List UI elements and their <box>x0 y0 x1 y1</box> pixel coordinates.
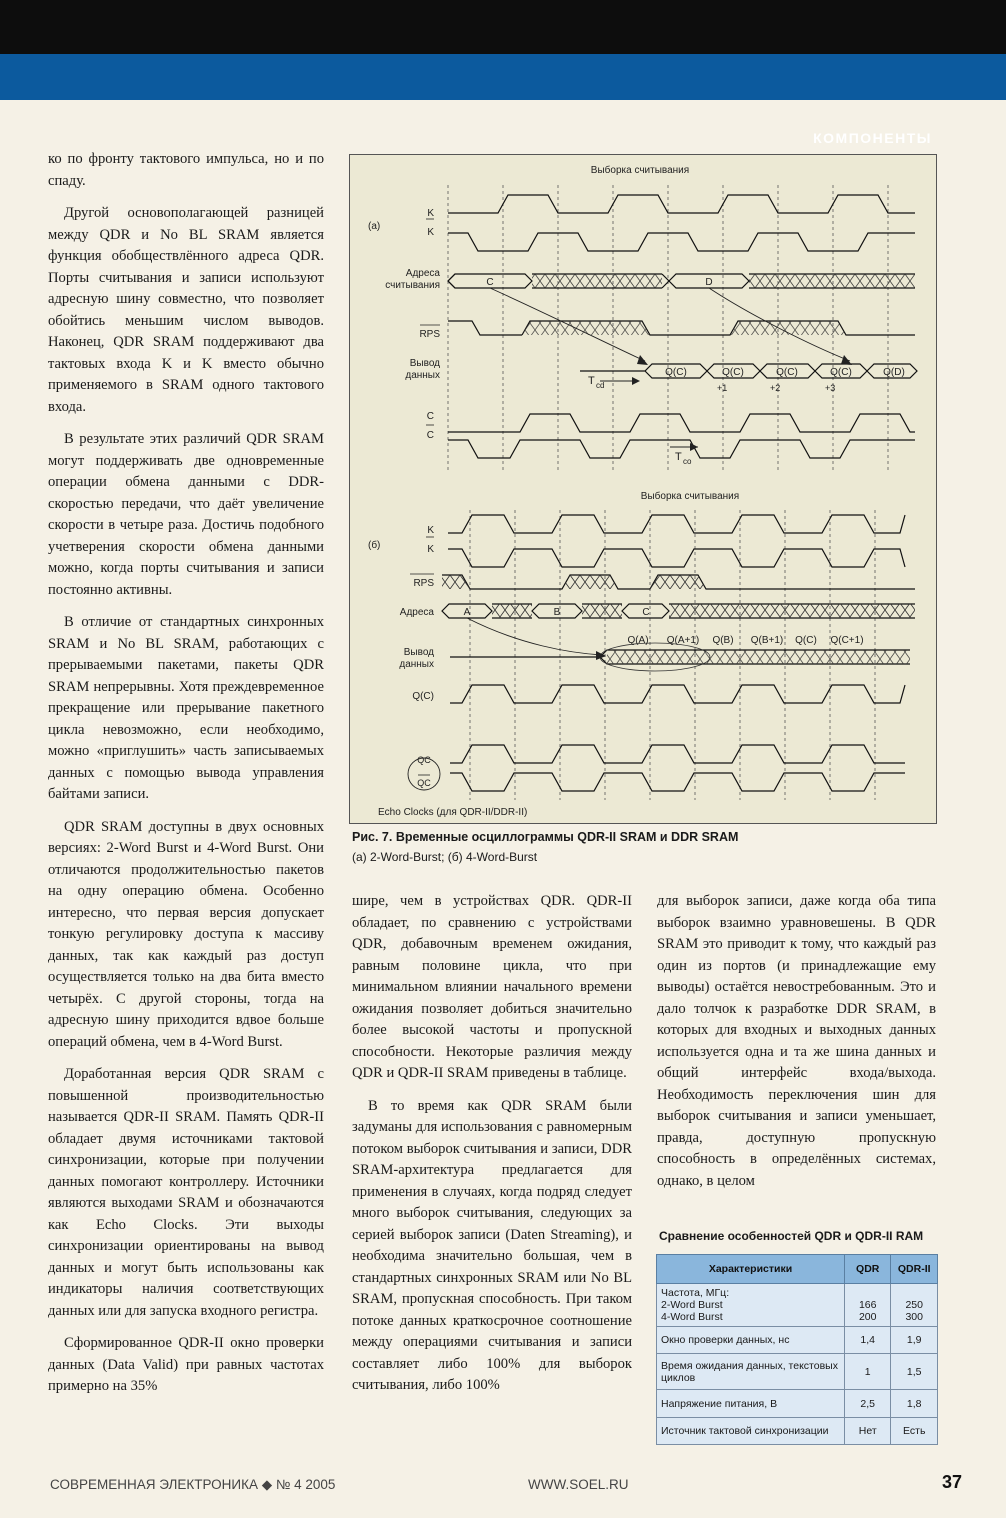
echo-qcbar-label: QC <box>417 778 431 788</box>
signal-kbar-label: K <box>427 227 434 238</box>
echo-clocks-note: Echo Clocks (для QDR-II/DDR-II) <box>378 807 528 818</box>
out-qb1: Q(B+1) <box>750 635 784 646</box>
rps-signal <box>448 321 522 335</box>
out-q4: Q(C) <box>830 367 852 378</box>
fig-b-tag: (б) <box>368 540 381 551</box>
signal-cbar-label: C <box>426 430 434 441</box>
section-title: КОМПОНЕНТЫ <box>813 130 932 146</box>
echo-qc-wave <box>450 745 905 763</box>
cell-value: 1,4 <box>845 1327 891 1354</box>
paragraph: ко по фронту тактового импульса, но и по спаду. <box>48 151 324 189</box>
out-qc1: Q(C+1) <box>830 635 864 646</box>
signal-c-label: C <box>426 411 434 422</box>
out-plus2: +2 <box>770 383 781 393</box>
addr-b-label-b: B <box>553 607 561 618</box>
addr-c-label-b: C <box>642 607 650 618</box>
out-q1: Q(C) <box>665 367 687 378</box>
fig-b-title: Выборка считывания <box>640 491 740 502</box>
paragraph: В отличие от стандартных синхронных SRAM и No BL SRAM, работающих с прерываемыми пакетами, пакеты QDR SRAM непрерывны. Хотя преждевременное прекращение или прерывание пакетного цикла невозможно, если необходимо, можно «приглушить» часть записываемых данных с помощью вывода управления байтами записи. <box>48 614 324 802</box>
signal-out-label-2: данных <box>405 370 440 381</box>
fig-a-tag: (a) <box>368 221 381 232</box>
table-title: Сравнение особенностей QDR и QDR-II RAM <box>659 1229 924 1243</box>
cell-label: Окно проверки данных, нс <box>657 1327 845 1354</box>
col-header-qdrii: QDR-II <box>891 1255 938 1284</box>
out-q2: Q(C) <box>722 367 744 378</box>
cell-label: 4-Word Burst <box>661 1311 723 1323</box>
out-qa: Q(A) <box>627 635 649 646</box>
cell-label: 2-Word Burst <box>661 1299 723 1311</box>
paragraph: В то время как QDR SRAM были задуманы для использования с равномерным потоком выборок считывания и записи, DDR SRAM-архитектура предлагается для применения в случаях, когда подряд следует много выборок считывания, следующих за серией выборок записи (Daten Streaming), и необходима значительно большая, чем в стандартных синхронных SRAM или No BL SRAM, пропускная способность. При таком потоке данных краткосрочное соотношение между операциями считывания и записи составляет либо 100% для выборок считывания, либо 100% <box>352 1097 632 1393</box>
signal-out-label-b2: данных <box>399 659 434 670</box>
addr-d-label: D <box>705 277 713 288</box>
tcd-sub: cd <box>596 381 605 390</box>
table-row <box>657 1327 938 1354</box>
signal-k-label: K <box>427 208 434 219</box>
out-plus1: +1 <box>717 383 728 393</box>
qc-signal <box>450 685 905 703</box>
text-column-2 <box>352 891 632 1408</box>
table-row <box>657 1354 938 1390</box>
paragraph: шире, чем в устройствах QDR. QDR-II обладает, по сравнению с устройствами QDR, добавочным временем ожидания, равным половине цикла, что при минимальном влиянии начального времени ожидания позволяет добиться значительно более высокой частоты и пропускной способности. Некоторые различия между QDR и QDR-II SRAM приведены в таблице. <box>352 893 632 1081</box>
footer-journal: СОВРЕМЕННАЯ ЭЛЕКТРОНИКА ◆ № 4 2005 <box>50 1477 336 1492</box>
tco-label: T <box>675 451 682 463</box>
page-number: 37 <box>941 1472 962 1492</box>
k-clock-wave-b <box>448 515 905 533</box>
out-plus3: +3 <box>825 383 836 393</box>
out-qb: Q(B) <box>712 635 734 646</box>
cell-value: 1,8 <box>891 1390 938 1418</box>
signal-addr-label-1: Адреса <box>405 268 440 279</box>
out-qa1: Q(A+1) <box>666 635 700 646</box>
paragraph: Доработанная версия QDR SRAM с повышенной производительностью называется QDR-II SRAM. Память QDR-II обладает двумя источниками тактовой синхронизации, которые при получении данных помогают контроллеру. Источники являются выходами SRAM и обозначаются как Echo Clocks. Эти выходы синхронизации ориентированы на вывод данных и могут быть использованы как индикаторы наличия соответствующих данных или для запуска входного регистра. <box>48 1066 324 1319</box>
signal-kbar-label-b: K <box>427 544 434 555</box>
signal-addr-label-2: считывания <box>385 280 440 291</box>
data-output-bus <box>580 364 707 378</box>
signal-out-label-1: Вывод <box>409 358 440 369</box>
cell-value: Нет <box>845 1418 891 1445</box>
cell-label: Напряжение питания, В <box>657 1390 845 1418</box>
out-q5: Q(D) <box>883 367 905 378</box>
paragraph: QDR SRAM доступны в двух основных версиях: 2-Word Burst и 4-Word Burst. Они отличаются продолжительностью пакетов на одну операцию обмена. Особенно интересно, что первая версия допускает тонкую регулировку доступа к массиву данных, так как каждый раз доступ осуществляется только на два бита вместо четырёх. С другой стороны, тогда на адресную шину приходится вдвое больше операций обмена, чем в 4-Word Burst. <box>48 818 324 1050</box>
comparison-table <box>656 1254 938 1445</box>
table-row <box>657 1418 938 1445</box>
paragraph: В результате этих различий QDR SRAM могут поддерживать две одновременные операции обмена данными с DDR-скоростью передачи, что даёт увеличение скорости в четыре раза. Достичь подобного учетверения скорости обмена данными можно, когда порты считывания и записи постоянно активны. <box>48 431 324 598</box>
cell-value: Есть <box>891 1418 938 1445</box>
tco-sub: co <box>683 457 692 466</box>
signal-addr-label-b: Адреса <box>399 607 434 618</box>
figure-caption-sub: (a) 2-Word-Burst; (б) 4-Word-Burst <box>352 850 538 864</box>
cell-label: Источник тактовой синхронизации <box>657 1418 845 1445</box>
addr-a-label-b: A <box>463 607 471 618</box>
cell-value: 2,5 <box>845 1390 891 1418</box>
cell-value: 1 <box>845 1354 891 1390</box>
out-q3: Q(C) <box>776 367 798 378</box>
out-qc: Q(C) <box>795 635 817 646</box>
text-column-1 <box>48 149 324 1409</box>
table-header-row <box>657 1255 938 1284</box>
cell-value: 300 <box>905 1311 923 1323</box>
kbar-clock-wave-b <box>448 549 905 567</box>
figure-caption-title: Рис. 7. Временные осциллограммы QDR-II SRAM и DDR SRAM <box>352 830 739 844</box>
paragraph: Другой основополагающей разницей между QDR и No BL SRAM является функция обобществлённого адреса QDR. Порты считывания и записи используют адресную шину совместно, что позволяет обойтись меньшим числом выводов. Наконец, QDR SRAM поддерживают два тактовых входа K и K вместо обычно применяемого в SRAM одного тактового входа. <box>48 205 324 415</box>
signal-rps-label: RPS <box>419 329 440 340</box>
cell-value: 166 <box>858 1299 877 1311</box>
col-header-qdr: QDR <box>845 1255 891 1284</box>
figure-caption <box>352 830 934 864</box>
addr-c-label: C <box>486 277 494 288</box>
cell-value: 1,5 <box>891 1354 938 1390</box>
table-row <box>657 1284 938 1327</box>
kbar-clock-wave <box>448 233 915 251</box>
paragraph: Сформированное QDR-II окно проверки данных (Data Valid) при равных частотах примерно на 35% <box>48 1335 324 1394</box>
col-header-feature: Характеристики <box>657 1255 845 1284</box>
table-row <box>657 1390 938 1418</box>
signal-k-label-b: K <box>427 525 434 536</box>
cell-value: 250 <box>905 1299 923 1311</box>
c-clock-wave <box>448 414 915 432</box>
header-band <box>0 54 1006 146</box>
footer-website: WWW.SOEL.RU <box>528 1477 629 1492</box>
echo-qc-label: QC <box>417 755 431 765</box>
cell-label: Время ожидания данных, текстовых циклов <box>657 1354 845 1390</box>
text-column-3 <box>657 891 936 1203</box>
signal-qc-label: Q(C) <box>412 691 434 702</box>
signal-rps-label-b: RPS <box>413 578 434 589</box>
paragraph: для выборок записи, даже когда оба типа выборок взаимно уравновешены. В QDR SRAM это приводит к тому, что каждый раз один из портов (и принадлежащие ему выводы) остаётся невостребованным. Это и дало толчок к разработке DDR SRAM, в которых для входных и выходных данных используется одна и та же шина данных и общий интерфейс входа/выхода. Необходимость переключения шин для выборок считывания и записи уменьшает, правда, доступную пропускную способность в определённых системах, однако, в целом <box>657 893 936 1189</box>
echo-qcbar-wave <box>450 773 905 791</box>
signal-out-label-b1: Вывод <box>403 647 434 658</box>
k-clock-wave <box>448 195 915 213</box>
cell-value: 1,9 <box>891 1327 938 1354</box>
cell-label: Частота, МГц: <box>661 1287 730 1299</box>
timing-diagram-figure <box>349 154 937 824</box>
cell-value: 200 <box>858 1311 877 1323</box>
fig-a-title: Выборка считывания <box>590 165 690 176</box>
tcd-label: T <box>588 375 595 387</box>
top-black-bar <box>0 0 1006 54</box>
